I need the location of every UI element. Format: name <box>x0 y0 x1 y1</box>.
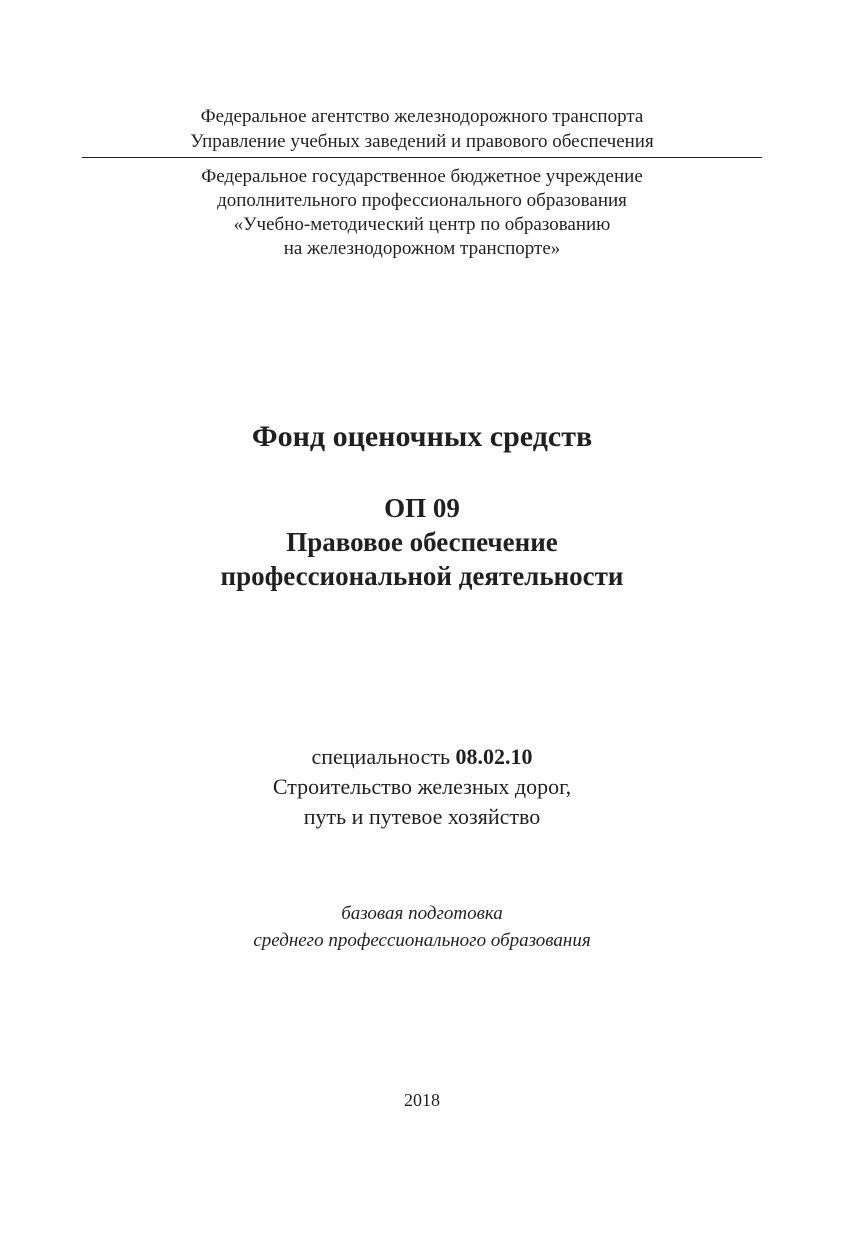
publication-year <box>0 1088 844 1112</box>
specialty-name-line: Строительство железных дорог, <box>272 774 572 799</box>
specialty-line <box>0 742 844 772</box>
subject-name-line: профессиональной деятельности <box>220 561 624 591</box>
training-level-line: базовая подготовка <box>341 903 503 924</box>
specialty-code: 08.02.10 <box>455 744 533 769</box>
agency-header <box>0 104 844 154</box>
document-title-text: Фонд оценочных средств <box>251 420 593 453</box>
subject-code: ОП 09 <box>384 493 460 523</box>
document-title <box>0 417 844 457</box>
year-text: 2018 <box>404 1090 440 1110</box>
agency-name: Федеральное агентство железнодорожного транспорта <box>200 106 644 127</box>
subject-heading <box>0 491 844 593</box>
specialty-name-line: путь и путевое хозяйство <box>303 804 541 829</box>
header-divider <box>82 157 762 158</box>
subject-name-line: Правовое обеспечение <box>286 527 558 557</box>
agency-department: Управление учебных заведений и правового обеспечения <box>190 131 654 152</box>
organization-line: дополнительного профессионального образования <box>217 190 627 211</box>
organization-header <box>0 165 844 261</box>
specialty-label: специальность <box>311 744 451 769</box>
training-level <box>0 900 844 954</box>
specialty-block <box>0 742 844 832</box>
organization-line: на железнодорожном транспорте» <box>283 238 561 259</box>
organization-line: «Учебно-методический центр по образованию <box>233 214 611 235</box>
organization-line: Федеральное государственное бюджетное учреждение <box>201 166 643 187</box>
training-level-line: среднего профессионального образования <box>253 930 591 951</box>
